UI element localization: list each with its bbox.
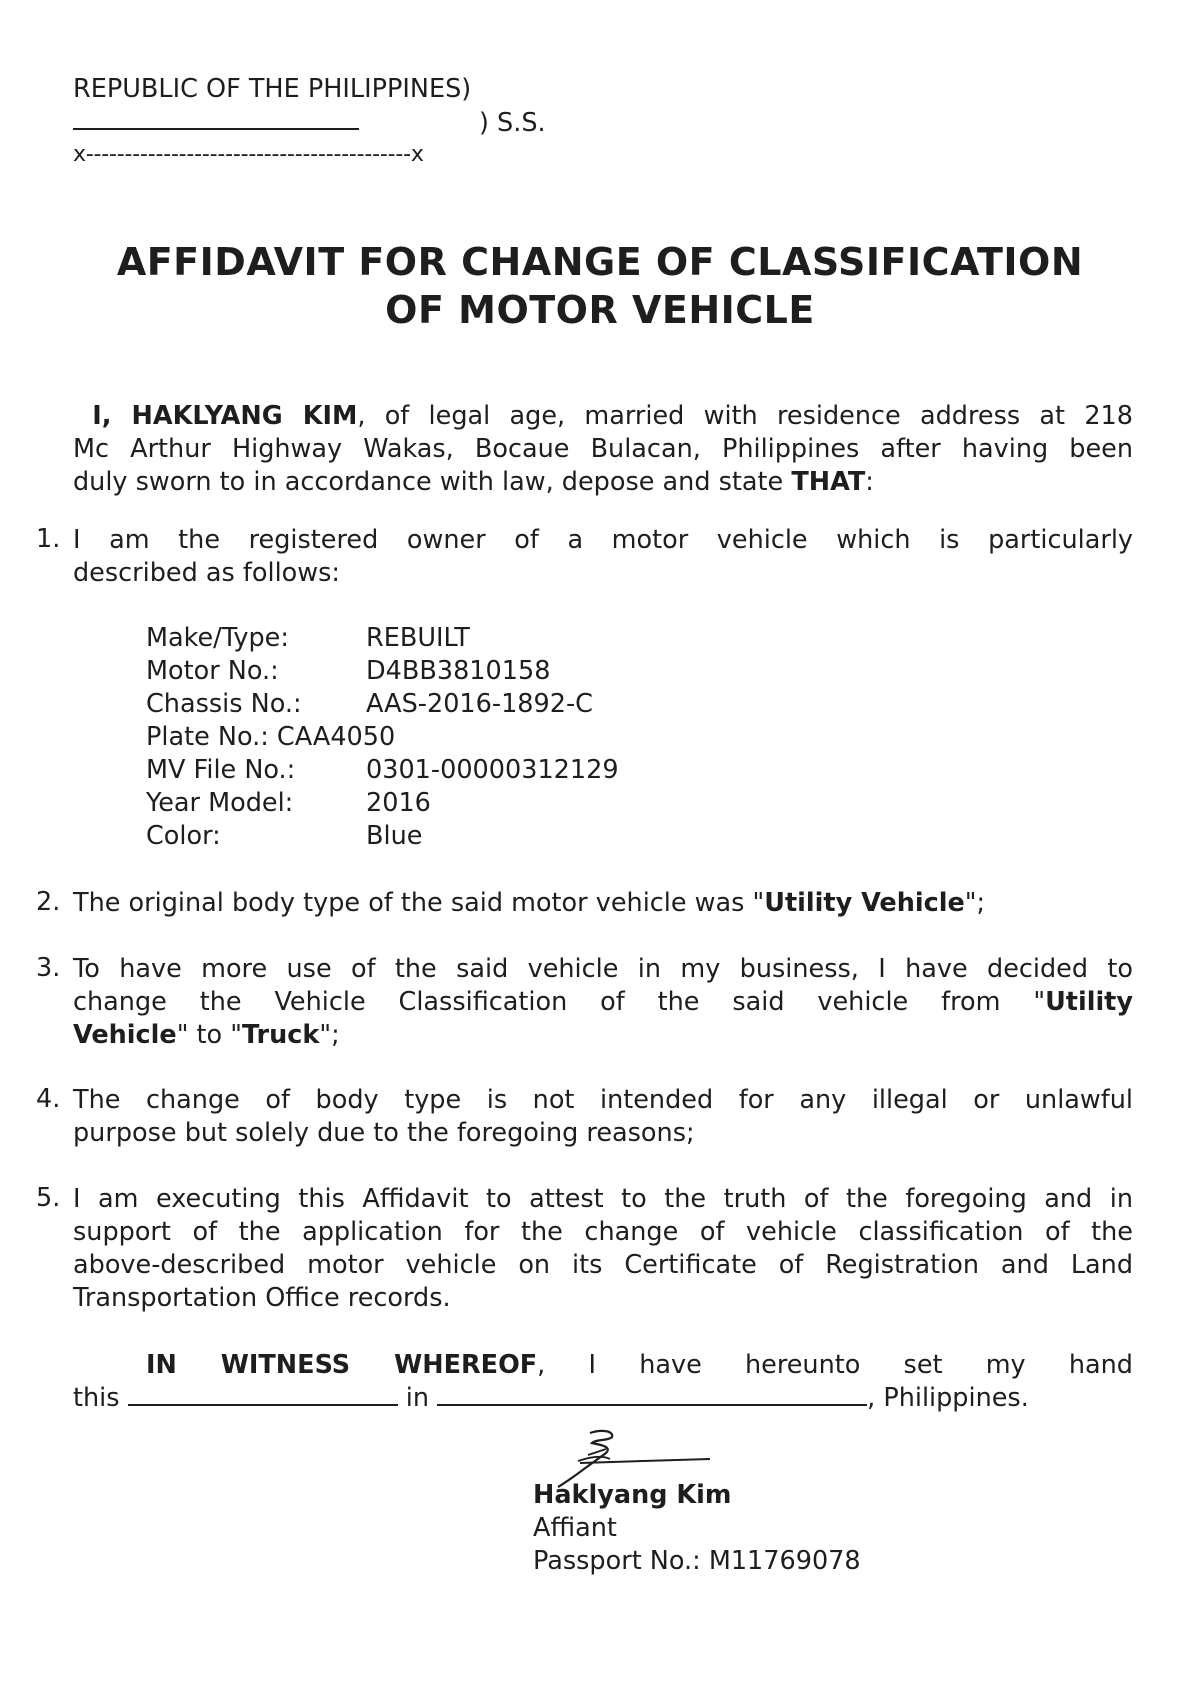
item-number: 3.: [36, 953, 61, 983]
item-text: ";: [964, 888, 986, 918]
affiant-name-text: Haklyang Kim: [533, 1480, 732, 1510]
detail-value: 2016: [366, 788, 431, 818]
vehicle-details: [146, 622, 619, 853]
detail-value: AAS-2016-1892-C: [366, 689, 593, 719]
detail-row: [146, 787, 619, 820]
detail-label: Year Model:: [146, 788, 294, 818]
item-bold: Truck: [241, 1020, 320, 1050]
item-5-line-2: support of the application for the change of vehicle classification of the: [73, 1217, 1133, 1247]
item-number: 1.: [36, 524, 61, 554]
item-3-line-2: [73, 986, 1133, 1019]
item-text: The original body type of the said motor vehicle was ": [73, 888, 765, 918]
detail-label: MV File No.:: [146, 755, 296, 785]
item-text: ";: [319, 1020, 340, 1050]
intro-text: duly sworn to in accordance with law, depose and state: [73, 467, 792, 497]
detail-row: [146, 655, 619, 688]
detail-label: Chassis No.:: [146, 689, 302, 719]
that-label: THAT: [791, 467, 866, 497]
item-bold: Utility Vehicle: [764, 888, 965, 918]
affiant-role: Affiant: [533, 1513, 617, 1543]
witness-bold: IN WITNESS WHEREOF: [146, 1350, 538, 1380]
intro-line-2: Mc Arthur Highway Wakas, Bocaue Bulacan, Philippines after having been: [73, 434, 1133, 464]
intro-line-1: [73, 400, 1133, 433]
witness-line-2: [73, 1382, 1133, 1415]
list-item: [73, 1084, 1133, 1150]
list-item: [73, 1183, 1133, 1315]
caption-rule: x------------------------------------------x: [73, 142, 424, 167]
item-text: change the Vehicle Classification of the said vehicle from ": [73, 987, 1046, 1017]
place-blank[interactable]: [437, 1382, 867, 1406]
detail-label: Color:: [146, 821, 221, 851]
affiant-name-intro: I, HAKLYANG KIM: [92, 401, 358, 431]
item-number: 2.: [36, 887, 61, 917]
list-item: [73, 887, 1133, 920]
item-1-line-1: I am the registered owner of a motor vehicle which is particularly: [73, 525, 1133, 555]
title-line-2: OF MOTOR VEHICLE: [385, 288, 815, 332]
witness-text: in: [405, 1383, 429, 1413]
affiant-name: [533, 1479, 861, 1512]
detail-label: Make/Type:: [146, 623, 289, 653]
detail-row: [146, 754, 619, 787]
witness-text: , Philippines.: [867, 1383, 1029, 1413]
item-2-line-1: [73, 887, 1133, 920]
caption-ss: ) S.S.: [479, 108, 546, 138]
item-4-line-1: The change of body type is not intended for any illegal or unlawful: [73, 1085, 1133, 1115]
detail-row: [146, 688, 619, 721]
venue-blank: [73, 106, 359, 130]
intro-text: :: [865, 467, 874, 497]
caption-venue-line: [73, 106, 359, 137]
signature-block: [533, 1479, 861, 1578]
witness-line-1: [73, 1349, 1133, 1382]
title-line-1: AFFIDAVIT FOR CHANGE OF CLASSIFICATION: [116, 240, 1084, 284]
item-5-line-3: above-described motor vehicle on its Certificate of Registration and Land: [73, 1250, 1133, 1280]
item-number: 5.: [36, 1183, 61, 1213]
intro-text: , of legal age, married with residence address at 218: [357, 401, 1134, 431]
detail-value: REBUILT: [366, 623, 470, 653]
caption-republic: REPUBLIC OF THE PHILIPPINES): [73, 74, 472, 104]
detail-value: D4BB3810158: [366, 656, 551, 686]
item-3-line-3: [73, 1019, 1133, 1052]
detail-value: 0301-00000312129: [366, 755, 619, 785]
intro-paragraph: [73, 400, 1133, 499]
witness-paragraph: [73, 1349, 1133, 1415]
detail-value: Blue: [366, 821, 423, 851]
item-5-line-1: I am executing this Affidavit to attest to the truth of the foregoing and in: [73, 1184, 1133, 1214]
item-1-line-2: described as follows:: [73, 558, 341, 588]
detail-row: [146, 820, 619, 853]
passport-number: Passport No.: M11769078: [533, 1546, 861, 1576]
detail-row: [146, 622, 619, 655]
item-bold: Vehicle: [73, 1020, 177, 1050]
intro-line-3: [73, 466, 1133, 499]
item-4-line-2: purpose but solely due to the foregoing reasons;: [73, 1118, 695, 1148]
document-title: [0, 238, 1200, 334]
witness-text: this: [73, 1383, 120, 1413]
item-number: 4.: [36, 1084, 61, 1114]
list-item: [73, 953, 1133, 1052]
detail-label: Motor No.:: [146, 656, 279, 686]
list-item: [73, 524, 1133, 590]
item-text: " to ": [176, 1020, 242, 1050]
item-bold: Utility: [1045, 987, 1133, 1017]
item-5-line-4: Transportation Office records.: [73, 1283, 451, 1313]
witness-text: , I have hereunto set my hand: [537, 1350, 1133, 1380]
item-3-line-1: To have more use of the said vehicle in my business, I have decided to: [73, 954, 1133, 984]
detail-row: Plate No.: CAA4050: [146, 722, 396, 752]
date-blank[interactable]: [128, 1382, 398, 1406]
